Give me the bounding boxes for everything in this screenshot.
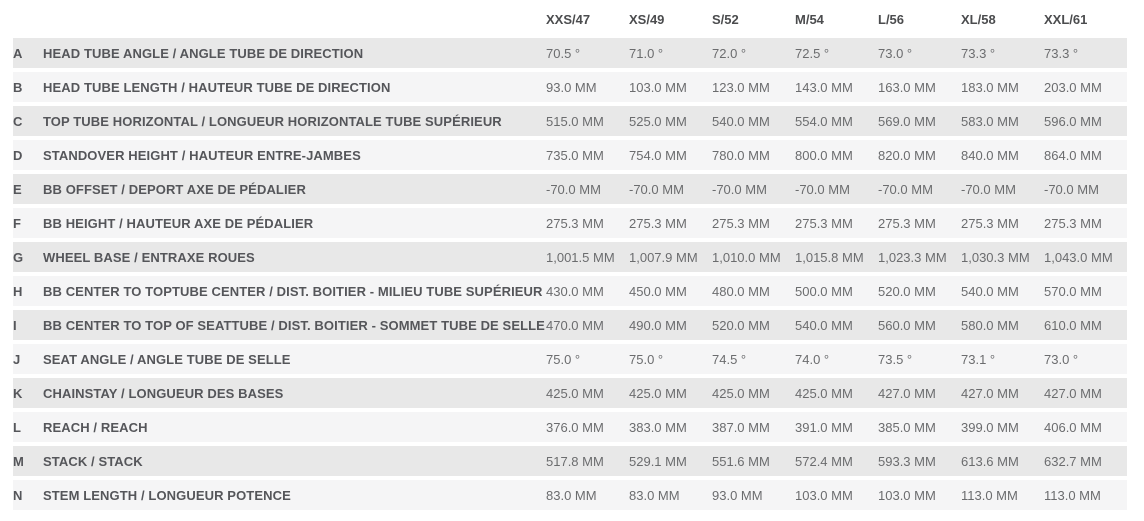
table-row (13, 480, 1127, 510)
measurement-value: 72.0 ° (712, 45, 747, 61)
measurement-value: -70.0 MM (546, 181, 601, 197)
measurement-value: 143.0 MM (795, 79, 853, 95)
size-column-header: XXS/47 (546, 11, 591, 27)
measurement-value: 103.0 MM (878, 487, 936, 503)
measurement-value: 632.7 MM (1044, 453, 1102, 469)
measurement-value: 75.0 ° (546, 351, 581, 367)
row-label: BB HEIGHT / HAUTEUR AXE DE PÉDALIER (43, 215, 314, 231)
measurement-value: 71.0 ° (629, 45, 664, 61)
size-column-header: XS/49 (629, 11, 665, 27)
measurement-value: 500.0 MM (795, 283, 853, 299)
measurement-value: 596.0 MM (1044, 113, 1102, 129)
measurement-value: 540.0 MM (795, 317, 853, 333)
measurement-value: 406.0 MM (1044, 419, 1102, 435)
size-column-header: L/56 (878, 11, 905, 27)
measurement-value: 93.0 MM (546, 79, 597, 95)
row-letter: E (13, 181, 22, 197)
measurement-value: 450.0 MM (629, 283, 687, 299)
row-letter: H (13, 283, 23, 299)
measurement-value: 1,007.9 MM (629, 249, 698, 265)
row-label: HEAD TUBE LENGTH / HAUTEUR TUBE DE DIRECTION (43, 79, 391, 95)
measurement-value: 1,030.3 MM (961, 249, 1030, 265)
measurement-value: 470.0 MM (546, 317, 604, 333)
measurement-value: 425.0 MM (795, 385, 853, 401)
measurement-value: 72.5 ° (795, 45, 830, 61)
measurement-value: 529.1 MM (629, 453, 687, 469)
row-label: WHEEL BASE / ENTRAXE ROUES (43, 249, 255, 265)
measurement-value: 554.0 MM (795, 113, 853, 129)
measurement-value: 73.3 ° (1044, 45, 1079, 61)
row-label: BB OFFSET / DEPORT AXE DE PÉDALIER (43, 181, 306, 197)
measurement-value: 163.0 MM (878, 79, 936, 95)
table-row (13, 106, 1127, 136)
row-letter: K (13, 385, 23, 401)
measurement-value: 93.0 MM (712, 487, 763, 503)
row-label: CHAINSTAY / LONGUEUR DES BASES (43, 385, 284, 401)
table-row (13, 140, 1127, 170)
table-row (13, 344, 1127, 374)
measurement-value: 73.0 ° (878, 45, 913, 61)
measurement-value: 103.0 MM (629, 79, 687, 95)
measurement-value: 73.5 ° (878, 351, 913, 367)
table-row (13, 242, 1127, 272)
measurement-value: 275.3 MM (878, 215, 936, 231)
measurement-value: 735.0 MM (546, 147, 604, 163)
measurement-value: 391.0 MM (795, 419, 853, 435)
measurement-value: 376.0 MM (546, 419, 604, 435)
measurement-value: 113.0 MM (961, 487, 1018, 503)
measurement-value: -70.0 MM (1044, 181, 1099, 197)
measurement-value: -70.0 MM (795, 181, 850, 197)
measurement-value: 480.0 MM (712, 283, 770, 299)
measurement-value: 1,001.5 MM (546, 249, 615, 265)
row-letter: C (13, 113, 23, 129)
measurement-value: 525.0 MM (629, 113, 687, 129)
header-label-spacer (43, 4, 546, 34)
row-label: STEM LENGTH / LONGUEUR POTENCE (43, 487, 291, 503)
measurement-value: 570.0 MM (1044, 283, 1102, 299)
measurement-value: 1,023.3 MM (878, 249, 947, 265)
measurement-value: 113.0 MM (1044, 487, 1101, 503)
measurement-value: 83.0 MM (629, 487, 680, 503)
table-row (13, 174, 1127, 204)
measurement-value: 425.0 MM (712, 385, 770, 401)
measurement-value: 1,010.0 MM (712, 249, 781, 265)
measurement-value: 515.0 MM (546, 113, 604, 129)
measurement-value: 427.0 MM (961, 385, 1019, 401)
row-label: STANDOVER HEIGHT / HAUTEUR ENTRE-JAMBES (43, 147, 361, 163)
row-label: TOP TUBE HORIZONTAL / LONGUEUR HORIZONTALE TUBE SUPÉRIEUR (43, 113, 502, 129)
row-letter: D (13, 147, 23, 163)
table-row (13, 412, 1127, 442)
size-column-header: XL/58 (961, 11, 996, 27)
measurement-value: 73.1 ° (961, 351, 996, 367)
row-letter: L (13, 419, 21, 435)
measurement-value: 425.0 MM (629, 385, 687, 401)
measurement-value: 75.0 ° (629, 351, 664, 367)
measurement-value: 780.0 MM (712, 147, 770, 163)
measurement-value: 103.0 MM (795, 487, 853, 503)
row-label: HEAD TUBE ANGLE / ANGLE TUBE DE DIRECTION (43, 45, 364, 61)
measurement-value: 560.0 MM (878, 317, 936, 333)
size-column-header: S/52 (712, 11, 739, 27)
measurement-value: 517.8 MM (546, 453, 604, 469)
measurement-value: 275.3 MM (1044, 215, 1102, 231)
geometry-table-body (13, 38, 1127, 510)
row-label: REACH / REACH (43, 419, 148, 435)
measurement-value: -70.0 MM (629, 181, 684, 197)
measurement-value: 427.0 MM (1044, 385, 1102, 401)
row-letter: A (13, 45, 23, 61)
measurement-value: 430.0 MM (546, 283, 604, 299)
row-letter: I (13, 317, 17, 333)
row-letter: G (13, 249, 24, 265)
table-row (13, 208, 1127, 238)
measurement-value: 427.0 MM (878, 385, 936, 401)
measurement-value: 73.0 ° (1044, 351, 1079, 367)
measurement-value: 520.0 MM (712, 317, 770, 333)
measurement-value: 275.3 MM (629, 215, 687, 231)
table-row (13, 72, 1127, 102)
row-letter: J (13, 351, 21, 367)
measurement-value: -70.0 MM (878, 181, 933, 197)
measurement-value: 275.3 MM (712, 215, 770, 231)
measurement-value: 520.0 MM (878, 283, 936, 299)
size-column-header: XXL/61 (1044, 11, 1088, 27)
row-letter: N (13, 487, 23, 503)
measurement-value: 183.0 MM (961, 79, 1019, 95)
measurement-value: 275.3 MM (546, 215, 604, 231)
measurement-value: 383.0 MM (629, 419, 687, 435)
measurement-value: 387.0 MM (712, 419, 770, 435)
measurement-value: 754.0 MM (629, 147, 687, 163)
measurement-value: 1,015.8 MM (795, 249, 864, 265)
measurement-value: 275.3 MM (961, 215, 1019, 231)
measurement-value: 70.5 ° (546, 45, 581, 61)
size-column-header: M/54 (795, 11, 824, 27)
measurement-value: 572.4 MM (795, 453, 853, 469)
measurement-value: 593.3 MM (878, 453, 936, 469)
measurement-value: 385.0 MM (878, 419, 936, 435)
row-label: SEAT ANGLE / ANGLE TUBE DE SELLE (43, 351, 291, 367)
measurement-value: -70.0 MM (712, 181, 767, 197)
table-row (13, 38, 1127, 68)
measurement-value: -70.0 MM (961, 181, 1016, 197)
measurement-value: 864.0 MM (1044, 147, 1102, 163)
measurement-value: 569.0 MM (878, 113, 936, 129)
measurement-value: 540.0 MM (712, 113, 770, 129)
measurement-value: 203.0 MM (1044, 79, 1102, 95)
size-header-row (13, 4, 1127, 34)
measurement-value: 820.0 MM (878, 147, 936, 163)
measurement-value: 1,043.0 MM (1044, 249, 1113, 265)
measurement-value: 610.0 MM (1044, 317, 1102, 333)
table-row (13, 446, 1127, 476)
measurement-value: 123.0 MM (712, 79, 770, 95)
measurement-value: 540.0 MM (961, 283, 1019, 299)
row-letter: F (13, 215, 21, 231)
measurement-value: 613.6 MM (961, 453, 1019, 469)
measurement-value: 74.5 ° (712, 351, 747, 367)
measurement-value: 840.0 MM (961, 147, 1019, 163)
row-label: BB CENTER TO TOP OF SEATTUBE / DIST. BOITIER - SOMMET TUBE DE SELLE (43, 317, 545, 333)
table-row (13, 310, 1127, 340)
row-letter: B (13, 79, 23, 95)
measurement-value: 800.0 MM (795, 147, 853, 163)
measurement-value: 83.0 MM (546, 487, 597, 503)
measurement-value: 73.3 ° (961, 45, 996, 61)
table-row (13, 276, 1127, 306)
measurement-value: 275.3 MM (795, 215, 853, 231)
row-letter: M (13, 453, 24, 469)
table-row (13, 378, 1127, 408)
row-label: STACK / STACK (43, 453, 143, 469)
measurement-value: 580.0 MM (961, 317, 1019, 333)
measurement-value: 425.0 MM (546, 385, 604, 401)
measurement-value: 583.0 MM (961, 113, 1019, 129)
measurement-value: 74.0 ° (795, 351, 830, 367)
header-letter-spacer (13, 4, 43, 34)
measurement-value: 551.6 MM (712, 453, 770, 469)
row-label: BB CENTER TO TOPTUBE CENTER / DIST. BOITIER - MILIEU TUBE SUPÉRIEUR (43, 283, 543, 299)
measurement-value: 490.0 MM (629, 317, 687, 333)
measurement-value: 399.0 MM (961, 419, 1019, 435)
geometry-table (13, 0, 1127, 514)
